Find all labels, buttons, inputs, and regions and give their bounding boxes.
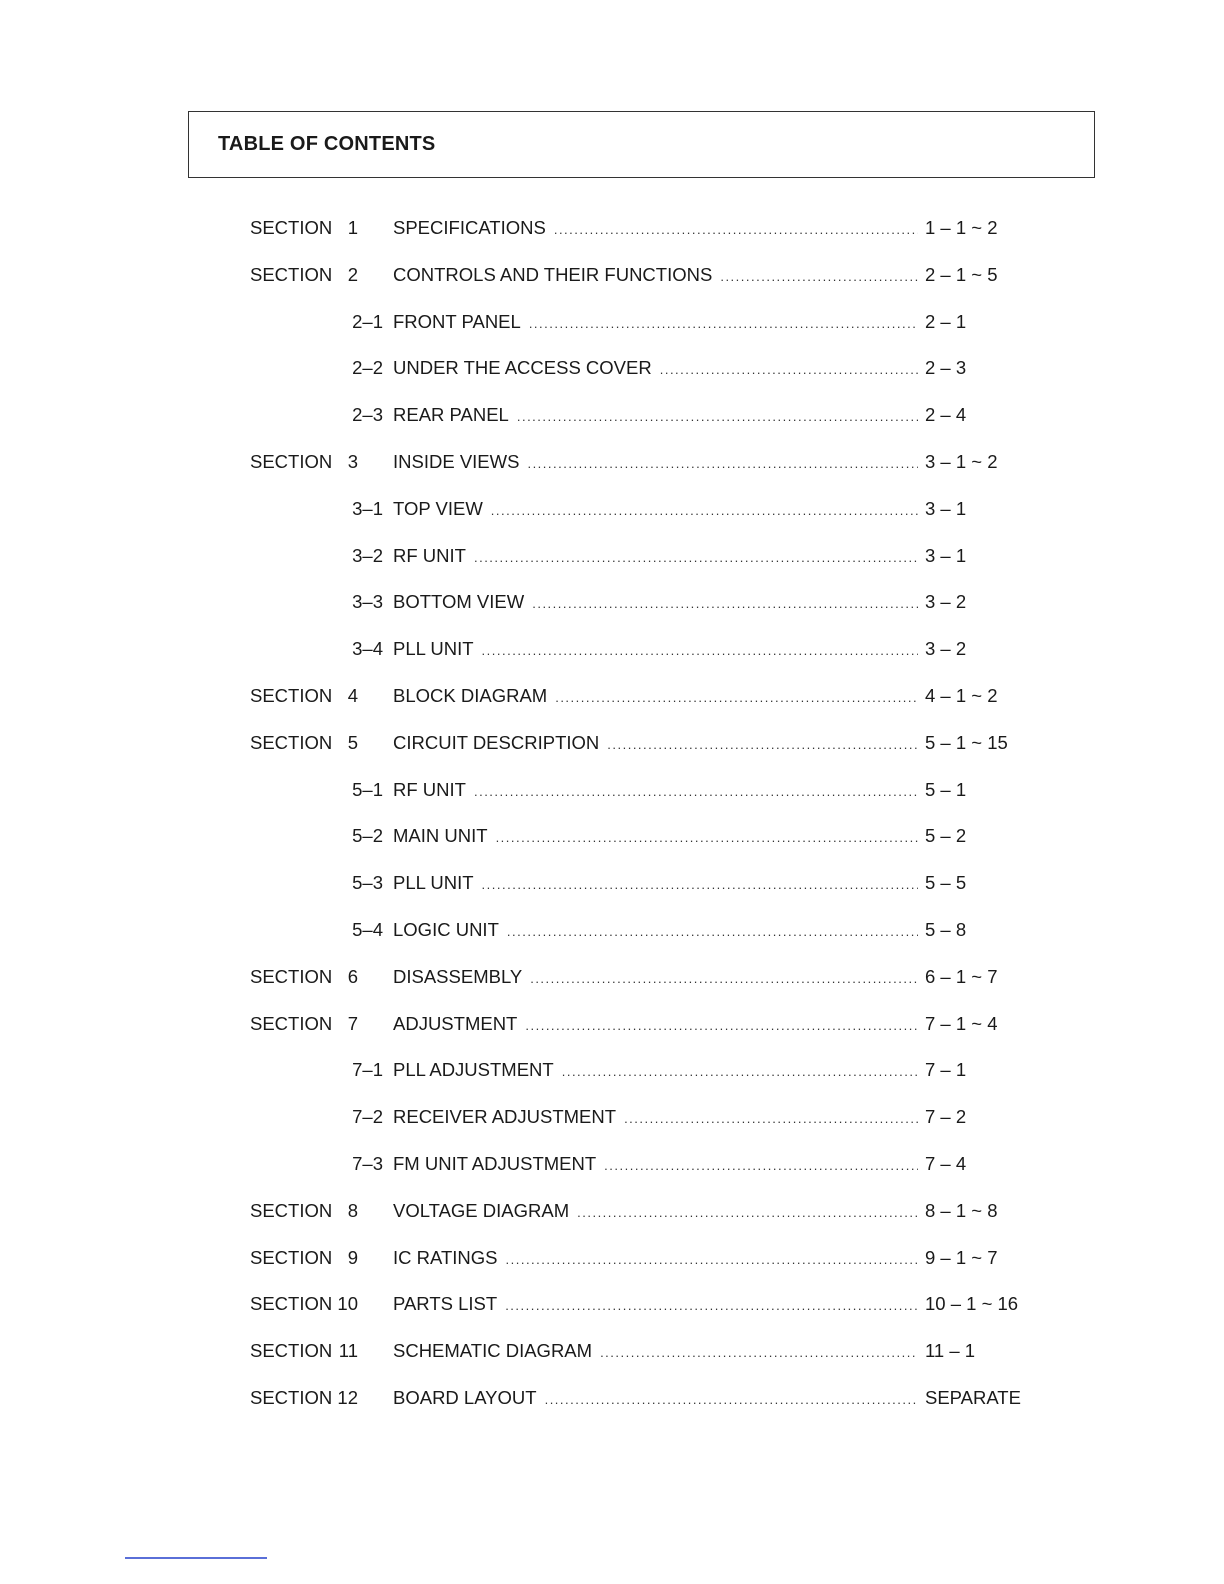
subsection-number: 2–3: [352, 404, 383, 425]
entry-title-leader: [393, 354, 918, 384]
section-number: 7: [347, 1013, 358, 1034]
entry-title: MAIN UNIT: [393, 825, 488, 846]
section-number: 5: [347, 732, 358, 753]
page-reference: 3 – 1: [925, 545, 967, 566]
section-number: 8: [347, 1200, 358, 1221]
entry-title: ADJUSTMENT: [393, 1013, 518, 1034]
page-reference: 7 – 4: [925, 1153, 967, 1174]
section-label: SECTION: [250, 1247, 333, 1268]
page-reference: 5 – 5: [925, 872, 967, 893]
dot-leader: [604, 1152, 918, 1180]
toc-entry: [0, 495, 1224, 523]
dot-leader: [607, 731, 918, 759]
toc-entry: [0, 1103, 1224, 1131]
entry-title: DISASSEMBLY: [393, 966, 523, 987]
dot-leader: [562, 1058, 918, 1086]
dot-leader: [474, 778, 918, 806]
page-reference: 6 – 1 ~ 7: [925, 966, 998, 987]
page-reference: 2 – 3: [925, 357, 967, 378]
page-reference: 3 – 2: [925, 638, 967, 659]
entry-title-leader: [393, 822, 918, 852]
toc-entry: [0, 963, 1224, 991]
page-reference: 8 – 1 ~ 8: [925, 1200, 998, 1221]
entry-title-leader: [393, 542, 918, 572]
entry-title: RF UNIT: [393, 779, 466, 800]
dot-leader: [660, 356, 918, 384]
toc-entry: [0, 729, 1224, 757]
dot-leader: [530, 965, 918, 993]
entry-title: CIRCUIT DESCRIPTION: [393, 732, 600, 753]
dot-leader: [507, 918, 918, 946]
subsection-number: 7–3: [352, 1153, 383, 1174]
subsection-number: 2–2: [352, 357, 383, 378]
dot-leader: [517, 403, 918, 431]
page-reference: 5 – 1: [925, 779, 967, 800]
page-reference: 5 – 8: [925, 919, 967, 940]
section-number: 3: [347, 451, 358, 472]
entry-title: CONTROLS AND THEIR FUNCTIONS: [393, 264, 713, 285]
page-reference: 5 – 2: [925, 825, 967, 846]
subsection-number: 3–2: [352, 545, 383, 566]
section-label: SECTION: [250, 732, 333, 753]
entry-title-leader: [393, 682, 918, 712]
page-reference: 2 – 4: [925, 404, 967, 425]
page-reference: 3 – 2: [925, 591, 967, 612]
toc-entry: [0, 1056, 1224, 1084]
entry-title-leader: [393, 1197, 918, 1227]
subsection-number: 3–1: [352, 498, 383, 519]
entry-title: SPECIFICATIONS: [393, 217, 546, 238]
toc-entry: [0, 588, 1224, 616]
entry-title-leader: [393, 635, 918, 665]
dot-leader: [505, 1292, 918, 1320]
divider-line: [125, 1557, 267, 1559]
dot-leader: [554, 216, 918, 244]
toc-entry: [0, 308, 1224, 336]
toc-entry: [0, 916, 1224, 944]
dot-leader: [577, 1199, 918, 1227]
entry-title: RF UNIT: [393, 545, 466, 566]
subsection-number: 7–1: [352, 1059, 383, 1080]
page-reference: 1 – 1 ~ 2: [925, 217, 998, 238]
entry-title: BLOCK DIAGRAM: [393, 685, 548, 706]
dot-leader: [545, 1386, 918, 1414]
dot-leader: [532, 590, 918, 618]
entry-title: RECEIVER ADJUSTMENT: [393, 1106, 617, 1127]
dot-leader: [496, 824, 918, 852]
entry-title: BOTTOM VIEW: [393, 591, 525, 612]
dot-leader: [555, 684, 918, 712]
toc-entry: [0, 214, 1224, 242]
entry-title-leader: [393, 1290, 918, 1320]
toc-entry: [0, 354, 1224, 382]
section-label: SECTION: [250, 1293, 333, 1314]
page-title: TABLE OF CONTENTS: [218, 133, 436, 155]
entry-title: SCHEMATIC DIAGRAM: [393, 1340, 593, 1361]
entry-title-leader: [393, 261, 918, 291]
page-reference: 4 – 1 ~ 2: [925, 685, 998, 706]
dot-leader: [506, 1246, 919, 1274]
entry-title-leader: [393, 1384, 918, 1414]
entry-title-leader: [393, 869, 918, 899]
section-label: SECTION: [250, 1340, 333, 1361]
subsection-number: 5–2: [352, 825, 383, 846]
entry-title-leader: [393, 1244, 918, 1274]
entry-title: PLL UNIT: [393, 638, 474, 659]
section-number: 6: [347, 966, 358, 987]
dot-leader: [600, 1339, 918, 1367]
entry-title: VOLTAGE DIAGRAM: [393, 1200, 570, 1221]
entry-title-leader: [393, 1337, 918, 1367]
toc-entry: [0, 448, 1224, 476]
entry-title-leader: [393, 308, 918, 338]
page-reference: 2 – 1 ~ 5: [925, 264, 998, 285]
entry-title: PLL ADJUSTMENT: [393, 1059, 554, 1080]
section-number: 1: [347, 217, 358, 238]
dot-leader: [482, 637, 918, 665]
section-number: 10: [337, 1293, 358, 1314]
toc-entry: [0, 1244, 1224, 1272]
toc-entry: [0, 1197, 1224, 1225]
toc-entry: [0, 401, 1224, 429]
entry-title: PARTS LIST: [393, 1293, 498, 1314]
entry-title-leader: [393, 963, 918, 993]
entry-title-leader: [393, 776, 918, 806]
entry-title: IC RATINGS: [393, 1247, 498, 1268]
page-reference: 7 – 1: [925, 1059, 967, 1080]
subsection-number: 7–2: [352, 1106, 383, 1127]
section-label: SECTION: [250, 1387, 333, 1408]
toc-entry: [0, 1384, 1224, 1412]
dot-leader: [529, 310, 918, 338]
entry-title: BOARD LAYOUT: [393, 1387, 537, 1408]
page-reference: 11 – 1: [925, 1340, 976, 1361]
dot-leader: [482, 871, 918, 899]
subsection-number: 5–3: [352, 872, 383, 893]
section-label: SECTION: [250, 264, 333, 285]
entry-title-leader: [393, 729, 918, 759]
section-label: SECTION: [250, 1200, 333, 1221]
toc-entry: [0, 635, 1224, 663]
toc-entry: [0, 869, 1224, 897]
page-reference: 10 – 1 ~ 16: [925, 1293, 1019, 1314]
entry-title-leader: [393, 1010, 918, 1040]
page-reference: 3 – 1 ~ 2: [925, 451, 998, 472]
entry-title: INSIDE VIEWS: [393, 451, 520, 472]
dot-leader: [527, 450, 918, 478]
toc-entry: [0, 682, 1224, 710]
entry-title-leader: [393, 1103, 918, 1133]
toc-entry: [0, 1150, 1224, 1178]
toc-entry: [0, 776, 1224, 804]
dot-leader: [525, 1012, 918, 1040]
toc-entry: [0, 822, 1224, 850]
page-reference: 5 – 1 ~ 15: [925, 732, 1008, 753]
subsection-number: 5–1: [352, 779, 383, 800]
subsection-number: 3–4: [352, 638, 383, 659]
page-reference: 9 – 1 ~ 7: [925, 1247, 998, 1268]
page-reference: 3 – 1: [925, 498, 967, 519]
subsection-number: 5–4: [352, 919, 383, 940]
toc-entry: [0, 1010, 1224, 1038]
section-number: 11: [338, 1340, 358, 1361]
toc-entry: [0, 261, 1224, 289]
toc-entry: [0, 1337, 1224, 1365]
entry-title: PLL UNIT: [393, 872, 474, 893]
section-label: SECTION: [250, 966, 333, 987]
subsection-number: 3–3: [352, 591, 383, 612]
entry-title: FM UNIT ADJUSTMENT: [393, 1153, 597, 1174]
entry-title-leader: [393, 1056, 918, 1086]
entry-title: FRONT PANEL: [393, 311, 521, 332]
toc-entry: [0, 542, 1224, 570]
page-reference: 7 – 1 ~ 4: [925, 1013, 998, 1034]
section-label: SECTION: [250, 217, 333, 238]
entry-title-leader: [393, 448, 918, 478]
dot-leader: [720, 263, 918, 291]
entry-title-leader: [393, 401, 918, 431]
dot-leader: [491, 497, 918, 525]
entry-title: REAR PANEL: [393, 404, 509, 425]
dot-leader: [624, 1105, 918, 1133]
entry-title-leader: [393, 495, 918, 525]
section-number: 9: [347, 1247, 358, 1268]
subsection-number: 2–1: [352, 311, 383, 332]
entry-title: UNDER THE ACCESS COVER: [393, 357, 652, 378]
section-number: 4: [347, 685, 358, 706]
page-reference: 2 – 1: [925, 311, 967, 332]
entry-title: TOP VIEW: [393, 498, 483, 519]
entry-title-leader: [393, 916, 918, 946]
toc-entry: [0, 1290, 1224, 1318]
page-reference: SEPARATE: [925, 1387, 1021, 1408]
entry-title-leader: [393, 588, 918, 618]
section-number: 12: [337, 1387, 358, 1408]
entry-title: LOGIC UNIT: [393, 919, 499, 940]
page-reference: 7 – 2: [925, 1106, 967, 1127]
dot-leader: [474, 544, 918, 572]
entry-title-leader: [393, 214, 918, 244]
section-label: SECTION: [250, 451, 333, 472]
section-number: 2: [347, 264, 358, 285]
section-label: SECTION: [250, 1013, 333, 1034]
entry-title-leader: [393, 1150, 918, 1180]
section-label: SECTION: [250, 685, 333, 706]
